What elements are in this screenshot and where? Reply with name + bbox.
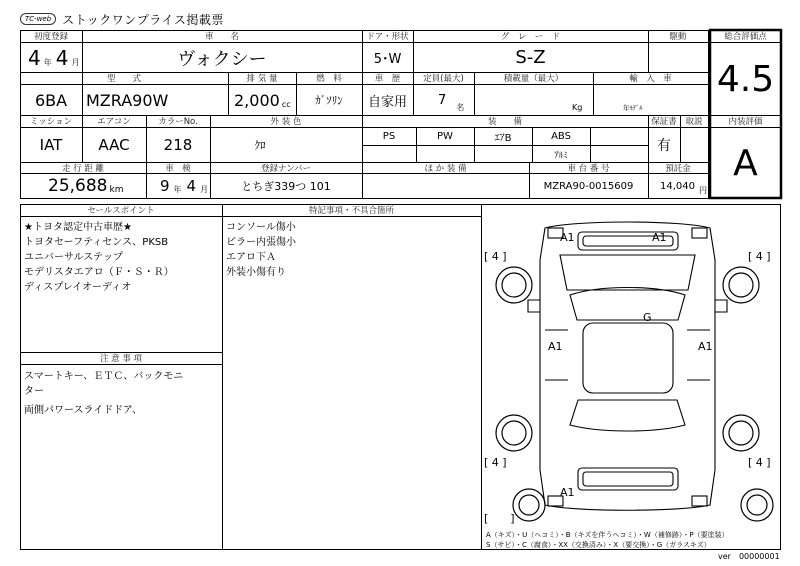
damage-mark-right: A1 [698, 340, 713, 353]
import-car-label: 輸 入 車 [629, 74, 672, 84]
import-unit: 年ﾓﾃﾞﾙ [623, 103, 643, 112]
legend-line-1: A（キズ）・U（ヘコミ）・B（キズを伴うヘコミ）・W（補修跡）・P（要塗装） [486, 531, 729, 539]
load-capacity-label: 積載量（最大） [503, 74, 564, 84]
drive [648, 43, 708, 72]
overall-score: 4.5 [716, 58, 775, 100]
displacement-label: 排 気 量 [246, 74, 278, 84]
version-label: ver 00000001 [718, 552, 780, 561]
inspection-month: 4 [186, 177, 197, 195]
recycle-deposit-label: 預託金 [665, 163, 691, 174]
exterior-color: ｸﾛ [254, 139, 266, 152]
glass-damage-mark: G [643, 311, 652, 324]
capacity-value: 7 [438, 92, 447, 108]
special-note-4: 外装小傷有り [226, 267, 286, 278]
capacity-unit: 名 [456, 102, 465, 112]
grade-label: グ レ ー ド [500, 32, 561, 42]
color-number-label: カラーNo. [158, 117, 198, 127]
tire-depth-rear-left: [ 4 ] [484, 456, 507, 469]
sales-point-1: ★トヨタ認定中古車歴★ [24, 222, 132, 233]
door-shape-label: ドア・形状 [366, 32, 409, 42]
spare-tire-bracket: [ ] [484, 512, 515, 525]
tires [496, 267, 773, 521]
damage-mark-front-right: A1 [652, 231, 667, 244]
equip-alloy: ｱﾙﾐ [554, 150, 568, 161]
mileage [48, 174, 123, 198]
mileage-unit: km [109, 184, 124, 195]
interior-score: A [733, 142, 758, 184]
displacement-value: 2,000 [234, 90, 280, 110]
mileage-value: 25,688 [48, 176, 108, 196]
fuel: ｶﾞｿﾘﾝ [315, 94, 343, 107]
model-code: MZRA90W [86, 90, 169, 110]
door-shape: 5･W [373, 52, 402, 67]
special-note-2: ピラー内張傷小 [226, 237, 296, 248]
page-title: ストックワンプライス掲載票 [62, 12, 224, 27]
mileage-label: 走 行 距 離 [61, 163, 105, 174]
color-number: 218 [163, 136, 193, 154]
caution-notes [24, 369, 183, 418]
damage-mark-rear: A1 [560, 486, 575, 499]
tire-depth-rear-right: [ 4 ] [748, 456, 771, 469]
first-registration-label: 初度登録 [33, 32, 68, 42]
model-type-label: 型 式 [106, 74, 141, 84]
interior-score-label: 内装評価 [728, 117, 763, 127]
plate-label: 登録ナンバー [261, 163, 311, 174]
damage-mark-front: A1 [560, 231, 575, 244]
first-reg-year: 4 [28, 46, 41, 70]
equip-pw: PW [437, 131, 453, 142]
damage-mark-left: A1 [548, 340, 563, 353]
fuel-label: 燃 料 [316, 74, 342, 84]
car-diagram [528, 222, 727, 510]
year-unit: 年 [43, 57, 52, 67]
model-prefix: 6BA [34, 90, 68, 110]
usage: 自家用 [367, 94, 407, 110]
sales-point-4: モデリスタエアロ（Ｆ・Ｓ・Ｒ） [24, 267, 174, 278]
inspection-date [160, 174, 208, 198]
mission-label: ミッション [29, 117, 73, 127]
equip-airbag: ｴｱB [494, 133, 512, 144]
sales-points [24, 220, 174, 295]
overall-score-label: 総合評価点 [724, 32, 767, 42]
warranty-value: 有 [657, 138, 671, 154]
special-notes-label: 特記事項・不具合箇所 [308, 206, 394, 216]
car-name-label: 車 名 [204, 32, 239, 42]
legend-line-2: S（サビ）・C（腐食）・XX（交換済み）・X（要交換）・G（ガラスキズ） [486, 541, 711, 549]
inspection-label: 車 検 [165, 163, 191, 174]
plate-number: とちぎ339つ 101 [241, 180, 331, 193]
first-registration [28, 44, 79, 72]
special-note-3: エアロ下Ａ [226, 252, 276, 263]
chassis-number: MZRA90-0015609 [543, 180, 634, 192]
car-name: ヴォクシー [177, 48, 267, 70]
inspection-month-unit: 月 [200, 184, 209, 194]
caution-line-3: 両側パワースライドドア、 [24, 405, 143, 416]
equipment-label: 装 備 [487, 117, 522, 127]
month-unit: 月 [71, 57, 80, 67]
equip-ps: PS [382, 131, 396, 142]
inspection-year-unit: 年 [173, 184, 182, 194]
transmission: IAT [39, 136, 63, 154]
aircon: AAC [98, 136, 130, 154]
load-unit: Kg [572, 102, 583, 112]
displacement-unit: cc [281, 100, 291, 109]
capacity [438, 85, 464, 115]
special-note-1: コンソール傷小 [226, 222, 296, 233]
chassis-number-label: 車 台 番 号 [567, 163, 610, 174]
manual-label: 取説 [685, 117, 703, 127]
recycle-deposit [660, 174, 707, 198]
first-reg-month: 4 [55, 46, 69, 70]
recycle-value: 14,040 [660, 180, 695, 192]
warranty-label: 保証書 [651, 117, 677, 127]
caution-line-2: ター [24, 386, 44, 397]
recycle-unit: 円 [699, 185, 707, 195]
brand-logo: TC-web [20, 13, 56, 25]
grade: S-Z [515, 47, 546, 68]
equip-abs: ABS [551, 131, 571, 142]
inspection-year: 9 [160, 177, 170, 195]
exterior-color-label: 外 装 色 [270, 117, 302, 127]
caution-label: 注 意 事 項 [99, 354, 143, 364]
capacity-label: 定員(最大) [423, 74, 464, 84]
sales-point-3: ユニバーサルステップ [24, 252, 123, 263]
tire-depth-front-right: [ 4 ] [748, 250, 771, 263]
sales-points-label: セールスポイント [87, 206, 155, 216]
tire-depth-front-left: [ 4 ] [484, 250, 507, 263]
caution-line-1: スマートキー、ＥＴＣ、バックモニ [24, 371, 184, 382]
displacement [234, 85, 291, 115]
usage-label: 車 歴 [374, 74, 401, 84]
sales-point-2: トヨタセーフティセンス、PKSB [24, 237, 169, 248]
aircon-label: エアコン [97, 117, 131, 127]
sales-point-5: ディスプレイオーディオ [24, 282, 132, 293]
other-equipment-label: ほ か 装 備 [424, 163, 467, 174]
drive-label: 駆動 [669, 32, 687, 42]
special-notes [226, 220, 296, 280]
